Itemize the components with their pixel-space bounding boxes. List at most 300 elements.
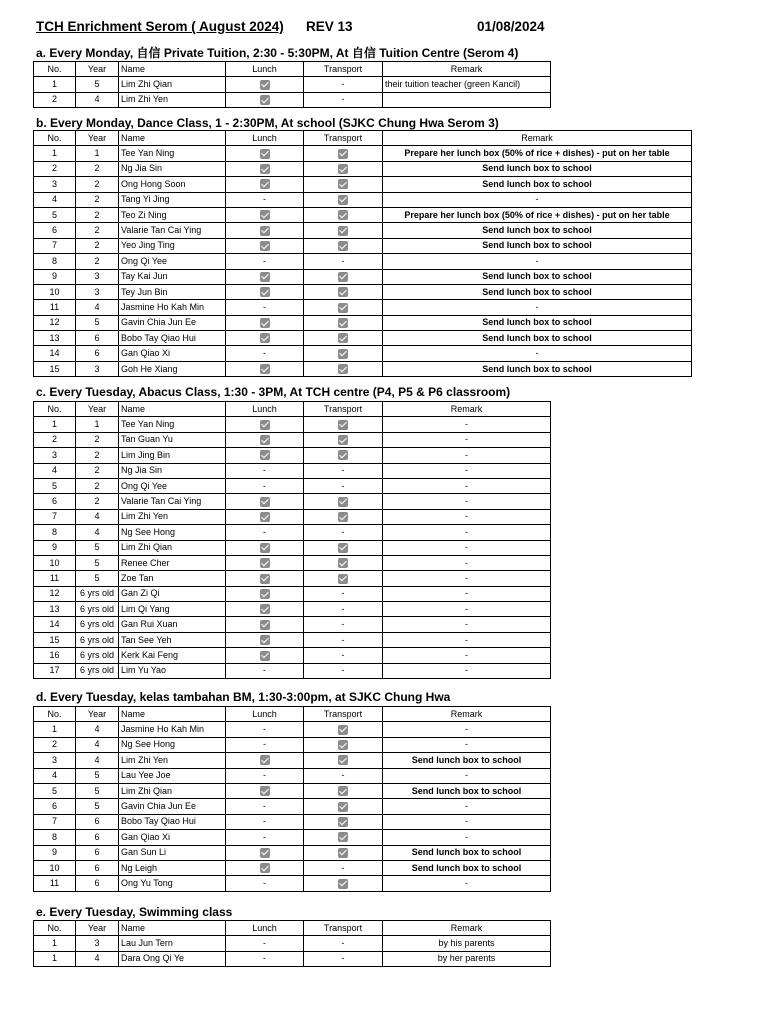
student-year: 5 — [76, 571, 119, 586]
transport-cell — [304, 830, 383, 845]
student-name: Lim Zhi Yen — [119, 92, 226, 107]
transport-cell — [304, 146, 383, 161]
revision-label: REV 13 — [306, 19, 353, 34]
student-year: 4 — [76, 509, 119, 524]
student-name: Tang Yi Jing — [119, 192, 226, 207]
student-year: 4 — [76, 300, 119, 315]
row-number: 4 — [34, 192, 76, 207]
student-name: Valarie Tan Cai Ying — [119, 223, 226, 238]
checkbox-checked-icon — [338, 848, 348, 858]
remark-cell: - — [383, 571, 551, 586]
row-number: 3 — [34, 177, 76, 192]
student-name: Lim Yu Yao — [119, 663, 226, 678]
remark-cell: Send lunch box to school — [383, 223, 692, 238]
student-year: 5 — [76, 555, 119, 570]
remark-cell: their tuition teacher (green Kancil) — [383, 77, 551, 92]
lunch-cell: - — [226, 722, 304, 737]
transport-cell — [304, 448, 383, 463]
table-row — [34, 951, 551, 966]
table-row — [34, 753, 551, 768]
lunch-cell: - — [226, 768, 304, 783]
remark-cell: - — [383, 494, 551, 509]
student-year: 6 — [76, 346, 119, 361]
table-row — [34, 146, 692, 161]
table-row — [34, 494, 551, 509]
transport-cell — [304, 269, 383, 284]
row-number: 14 — [34, 617, 76, 632]
student-name: Zoe Tan — [119, 571, 226, 586]
table-row — [34, 571, 551, 586]
section-title: e. Every Tuesday, Swimming class — [36, 905, 233, 919]
student-name: Tey Jun Bin — [119, 284, 226, 299]
student-name: Ng Leigh — [119, 860, 226, 875]
remark-cell: by his parents — [383, 936, 551, 951]
row-number: 11 — [34, 300, 76, 315]
table-row — [34, 346, 692, 361]
student-name: Gan Qiao Xi — [119, 346, 226, 361]
remark-cell: Send lunch box to school — [383, 177, 692, 192]
student-year: 2 — [76, 177, 119, 192]
student-name: Ong Yu Tong — [119, 876, 226, 891]
checkbox-checked-icon — [338, 817, 348, 827]
remark-cell: Send lunch box to school — [383, 284, 692, 299]
row-number: 2 — [34, 161, 76, 176]
lunch-cell — [226, 161, 304, 176]
lunch-cell — [226, 284, 304, 299]
table-header-row — [34, 402, 551, 417]
student-year: 5 — [76, 783, 119, 798]
transport-cell — [304, 315, 383, 330]
transport-cell — [304, 555, 383, 570]
table-row — [34, 284, 692, 299]
remark-cell: - — [383, 663, 551, 678]
transport-cell: - — [304, 632, 383, 647]
checkbox-checked-icon — [338, 420, 348, 430]
lunch-cell: - — [226, 936, 304, 951]
remark-cell: - — [383, 737, 551, 752]
student-year: 5 — [76, 768, 119, 783]
checkbox-checked-icon — [260, 420, 270, 430]
lunch-cell: - — [226, 346, 304, 361]
lunch-cell: - — [226, 300, 304, 315]
row-number: 1 — [34, 146, 76, 161]
checkbox-checked-icon — [260, 512, 270, 522]
table-row — [34, 540, 551, 555]
remark-cell: - — [383, 478, 551, 493]
student-year: 2 — [76, 207, 119, 222]
lunch-cell: - — [226, 951, 304, 966]
table-row — [34, 509, 551, 524]
row-number: 8 — [34, 525, 76, 540]
row-number: 6 — [34, 799, 76, 814]
row-number: 12 — [34, 586, 76, 601]
checkbox-checked-icon — [338, 802, 348, 812]
remark-cell: - — [383, 463, 551, 478]
remark-cell: - — [383, 768, 551, 783]
student-year: 1 — [76, 417, 119, 432]
table-row — [34, 783, 551, 798]
checkbox-checked-icon — [260, 164, 270, 174]
student-name: Tee Yan Ning — [119, 417, 226, 432]
lunch-cell — [226, 92, 304, 107]
student-year: 6 yrs old — [76, 602, 119, 617]
student-name: Ng See Hong — [119, 737, 226, 752]
transport-cell — [304, 814, 383, 829]
remark-cell: - — [383, 300, 692, 315]
lunch-cell — [226, 315, 304, 330]
row-number: 2 — [34, 432, 76, 447]
column-header: No. — [34, 402, 76, 417]
transport-cell: - — [304, 860, 383, 875]
checkbox-checked-icon — [338, 164, 348, 174]
row-number: 8 — [34, 830, 76, 845]
checkbox-checked-icon — [338, 364, 348, 374]
student-year: 3 — [76, 284, 119, 299]
column-header: Lunch — [226, 921, 304, 936]
transport-cell: - — [304, 463, 383, 478]
transport-cell — [304, 417, 383, 432]
remark-cell — [383, 92, 551, 107]
student-year: 6 yrs old — [76, 663, 119, 678]
column-header: Year — [76, 62, 119, 77]
checkbox-checked-icon — [338, 755, 348, 765]
checkbox-checked-icon — [260, 604, 270, 614]
lunch-cell: - — [226, 799, 304, 814]
checkbox-checked-icon — [260, 450, 270, 460]
transport-cell — [304, 845, 383, 860]
table-header-row — [34, 707, 551, 722]
column-header: No. — [34, 707, 76, 722]
student-name: Dara Ong Qi Ye — [119, 951, 226, 966]
row-number: 6 — [34, 494, 76, 509]
lunch-cell: - — [226, 876, 304, 891]
row-number: 9 — [34, 269, 76, 284]
checkbox-checked-icon — [338, 740, 348, 750]
checkbox-checked-icon — [260, 574, 270, 584]
table-row — [34, 417, 551, 432]
student-name: Ng Jia Sin — [119, 463, 226, 478]
checkbox-checked-icon — [260, 272, 270, 282]
lunch-cell — [226, 586, 304, 601]
table-row — [34, 586, 551, 601]
lunch-cell: - — [226, 254, 304, 269]
remark-cell: Send lunch box to school — [383, 315, 692, 330]
column-header: Transport — [304, 131, 383, 146]
column-header: Remark — [383, 921, 551, 936]
student-name: Lim Zhi Qian — [119, 783, 226, 798]
student-year: 1 — [76, 146, 119, 161]
checkbox-checked-icon — [338, 497, 348, 507]
table-row — [34, 860, 551, 875]
student-name: Lim Zhi Qian — [119, 77, 226, 92]
checkbox-checked-icon — [338, 210, 348, 220]
lunch-cell — [226, 417, 304, 432]
transport-cell: - — [304, 768, 383, 783]
student-year: 6 yrs old — [76, 586, 119, 601]
lunch-cell — [226, 845, 304, 860]
remark-cell: - — [383, 254, 692, 269]
transport-cell — [304, 331, 383, 346]
student-year: 2 — [76, 223, 119, 238]
student-name: Tan Guan Yu — [119, 432, 226, 447]
transport-cell — [304, 509, 383, 524]
remark-cell: - — [383, 432, 551, 447]
lunch-cell: - — [226, 830, 304, 845]
remark-cell: Prepare her lunch box (50% of rice + dishes) - put on her table — [383, 207, 692, 222]
column-header: Transport — [304, 402, 383, 417]
schedule-table — [33, 61, 551, 108]
remark-cell: - — [383, 417, 551, 432]
remark-cell: Send lunch box to school — [383, 161, 692, 176]
student-name: Lim Jing Bin — [119, 448, 226, 463]
student-name: Gan Zi Qi — [119, 586, 226, 601]
student-year: 5 — [76, 77, 119, 92]
lunch-cell: - — [226, 478, 304, 493]
lunch-cell — [226, 555, 304, 570]
student-year: 2 — [76, 161, 119, 176]
column-header: Name — [119, 402, 226, 417]
student-year: 2 — [76, 478, 119, 493]
checkbox-checked-icon — [260, 364, 270, 374]
student-year: 3 — [76, 361, 119, 376]
student-name: Lau Jun Tern — [119, 936, 226, 951]
checkbox-checked-icon — [260, 848, 270, 858]
student-name: Ng See Hong — [119, 525, 226, 540]
table-header-row — [34, 921, 551, 936]
remark-cell: - — [383, 632, 551, 647]
lunch-cell — [226, 494, 304, 509]
student-name: Gavin Chia Jun Ee — [119, 799, 226, 814]
lunch-cell — [226, 602, 304, 617]
row-number: 8 — [34, 254, 76, 269]
row-number: 1 — [34, 951, 76, 966]
student-year: 5 — [76, 799, 119, 814]
lunch-cell — [226, 331, 304, 346]
checkbox-checked-icon — [338, 179, 348, 189]
column-header: Lunch — [226, 402, 304, 417]
column-header: Remark — [383, 62, 551, 77]
lunch-cell — [226, 146, 304, 161]
column-header: Transport — [304, 707, 383, 722]
lunch-cell: - — [226, 192, 304, 207]
student-name: Gan Rui Xuan — [119, 617, 226, 632]
table-row — [34, 300, 692, 315]
column-header: Lunch — [226, 62, 304, 77]
table-row — [34, 799, 551, 814]
remark-cell: Send lunch box to school — [383, 783, 551, 798]
transport-cell — [304, 540, 383, 555]
checkbox-checked-icon — [338, 333, 348, 343]
checkbox-checked-icon — [338, 574, 348, 584]
lunch-cell — [226, 77, 304, 92]
table-row — [34, 361, 692, 376]
student-name: Lau Yee Joe — [119, 768, 226, 783]
student-year: 4 — [76, 737, 119, 752]
remark-cell: - — [383, 192, 692, 207]
document-header — [36, 19, 556, 37]
document-title: TCH Enrichment Serom ( August 2024) — [36, 19, 284, 34]
student-name: Jasmine Ho Kah Min — [119, 300, 226, 315]
lunch-cell — [226, 238, 304, 253]
schedule-table — [33, 130, 692, 377]
student-name: Renee Cher — [119, 555, 226, 570]
row-number: 5 — [34, 478, 76, 493]
student-year: 6 — [76, 331, 119, 346]
remark-cell: - — [383, 509, 551, 524]
row-number: 5 — [34, 783, 76, 798]
remark-cell: Send lunch box to school — [383, 238, 692, 253]
table-row — [34, 192, 692, 207]
transport-cell — [304, 238, 383, 253]
column-header: No. — [34, 921, 76, 936]
checkbox-checked-icon — [338, 435, 348, 445]
row-number: 17 — [34, 663, 76, 678]
lunch-cell — [226, 571, 304, 586]
student-name: Valarie Tan Cai Ying — [119, 494, 226, 509]
column-header: Name — [119, 921, 226, 936]
lunch-cell — [226, 223, 304, 238]
row-number: 1 — [34, 77, 76, 92]
checkbox-checked-icon — [338, 512, 348, 522]
transport-cell: - — [304, 617, 383, 632]
transport-cell — [304, 753, 383, 768]
lunch-cell — [226, 540, 304, 555]
row-number: 1 — [34, 936, 76, 951]
lunch-cell — [226, 648, 304, 663]
transport-cell — [304, 346, 383, 361]
student-year: 6 yrs old — [76, 648, 119, 663]
table-row — [34, 663, 551, 678]
student-name: Ong Qi Yee — [119, 254, 226, 269]
lunch-cell — [226, 617, 304, 632]
row-number: 14 — [34, 346, 76, 361]
remark-cell: - — [383, 799, 551, 814]
student-year: 5 — [76, 540, 119, 555]
lunch-cell — [226, 361, 304, 376]
row-number: 1 — [34, 722, 76, 737]
student-year: 4 — [76, 525, 119, 540]
section-title: b. Every Monday, Dance Class, 1 - 2:30PM, At school (SJKC Chung Hwa Serom 3) — [36, 116, 499, 130]
row-number: 12 — [34, 315, 76, 330]
student-year: 2 — [76, 254, 119, 269]
row-number: 5 — [34, 207, 76, 222]
checkbox-checked-icon — [338, 318, 348, 328]
table-row — [34, 331, 692, 346]
row-number: 13 — [34, 331, 76, 346]
remark-cell: - — [383, 617, 551, 632]
transport-cell — [304, 223, 383, 238]
student-name: Ong Qi Yee — [119, 478, 226, 493]
table-row — [34, 269, 692, 284]
lunch-cell: - — [226, 663, 304, 678]
transport-cell: - — [304, 254, 383, 269]
student-name: Goh He Xiang — [119, 361, 226, 376]
checkbox-checked-icon — [338, 195, 348, 205]
table-row — [34, 161, 692, 176]
row-number: 15 — [34, 632, 76, 647]
student-year: 2 — [76, 463, 119, 478]
table-row — [34, 632, 551, 647]
table-header-row — [34, 131, 692, 146]
row-number: 13 — [34, 602, 76, 617]
transport-cell — [304, 432, 383, 447]
table-row — [34, 315, 692, 330]
row-number: 10 — [34, 860, 76, 875]
table-row — [34, 617, 551, 632]
section-title: d. Every Tuesday, kelas tambahan BM, 1:30-3:00pm, at SJKC Chung Hwa — [36, 690, 451, 704]
checkbox-checked-icon — [260, 226, 270, 236]
transport-cell: - — [304, 663, 383, 678]
student-year: 6 yrs old — [76, 632, 119, 647]
checkbox-checked-icon — [338, 303, 348, 313]
student-year: 4 — [76, 753, 119, 768]
transport-cell — [304, 177, 383, 192]
lunch-cell: - — [226, 737, 304, 752]
column-header: Year — [76, 921, 119, 936]
remark-cell: Send lunch box to school — [383, 860, 551, 875]
checkbox-checked-icon — [260, 333, 270, 343]
student-name: Tee Yan Ning — [119, 146, 226, 161]
row-number: 10 — [34, 284, 76, 299]
table-row — [34, 602, 551, 617]
student-year: 2 — [76, 192, 119, 207]
table-row — [34, 936, 551, 951]
student-name: Ng Jia Sin — [119, 161, 226, 176]
transport-cell — [304, 783, 383, 798]
row-number: 7 — [34, 238, 76, 253]
table-row — [34, 555, 551, 570]
table-row — [34, 238, 692, 253]
transport-cell — [304, 799, 383, 814]
remark-cell: Send lunch box to school — [383, 269, 692, 284]
student-name: Tay Kai Jun — [119, 269, 226, 284]
column-header: Name — [119, 131, 226, 146]
student-year: 4 — [76, 951, 119, 966]
checkbox-checked-icon — [260, 241, 270, 251]
remark-cell: - — [383, 555, 551, 570]
transport-cell: - — [304, 648, 383, 663]
student-year: 6 yrs old — [76, 617, 119, 632]
row-number: 3 — [34, 448, 76, 463]
column-header: Name — [119, 707, 226, 722]
column-header: Year — [76, 707, 119, 722]
checkbox-checked-icon — [260, 755, 270, 765]
table-row — [34, 463, 551, 478]
checkbox-checked-icon — [260, 620, 270, 630]
checkbox-checked-icon — [260, 287, 270, 297]
transport-cell — [304, 494, 383, 509]
table-row — [34, 768, 551, 783]
student-name: Gan Qiao Xi — [119, 830, 226, 845]
table-row — [34, 432, 551, 447]
remark-cell: - — [383, 814, 551, 829]
row-number: 9 — [34, 845, 76, 860]
remark-cell: - — [383, 876, 551, 891]
table-row — [34, 814, 551, 829]
remark-cell: - — [383, 586, 551, 601]
schedule-table — [33, 920, 551, 967]
transport-cell: - — [304, 92, 383, 107]
student-year: 5 — [76, 315, 119, 330]
remark-cell: Send lunch box to school — [383, 331, 692, 346]
student-year: 3 — [76, 936, 119, 951]
lunch-cell — [226, 509, 304, 524]
checkbox-checked-icon — [338, 450, 348, 460]
schedule-table — [33, 706, 551, 892]
row-number: 2 — [34, 92, 76, 107]
checkbox-checked-icon — [260, 435, 270, 445]
student-name: Yeo Jing Ting — [119, 238, 226, 253]
